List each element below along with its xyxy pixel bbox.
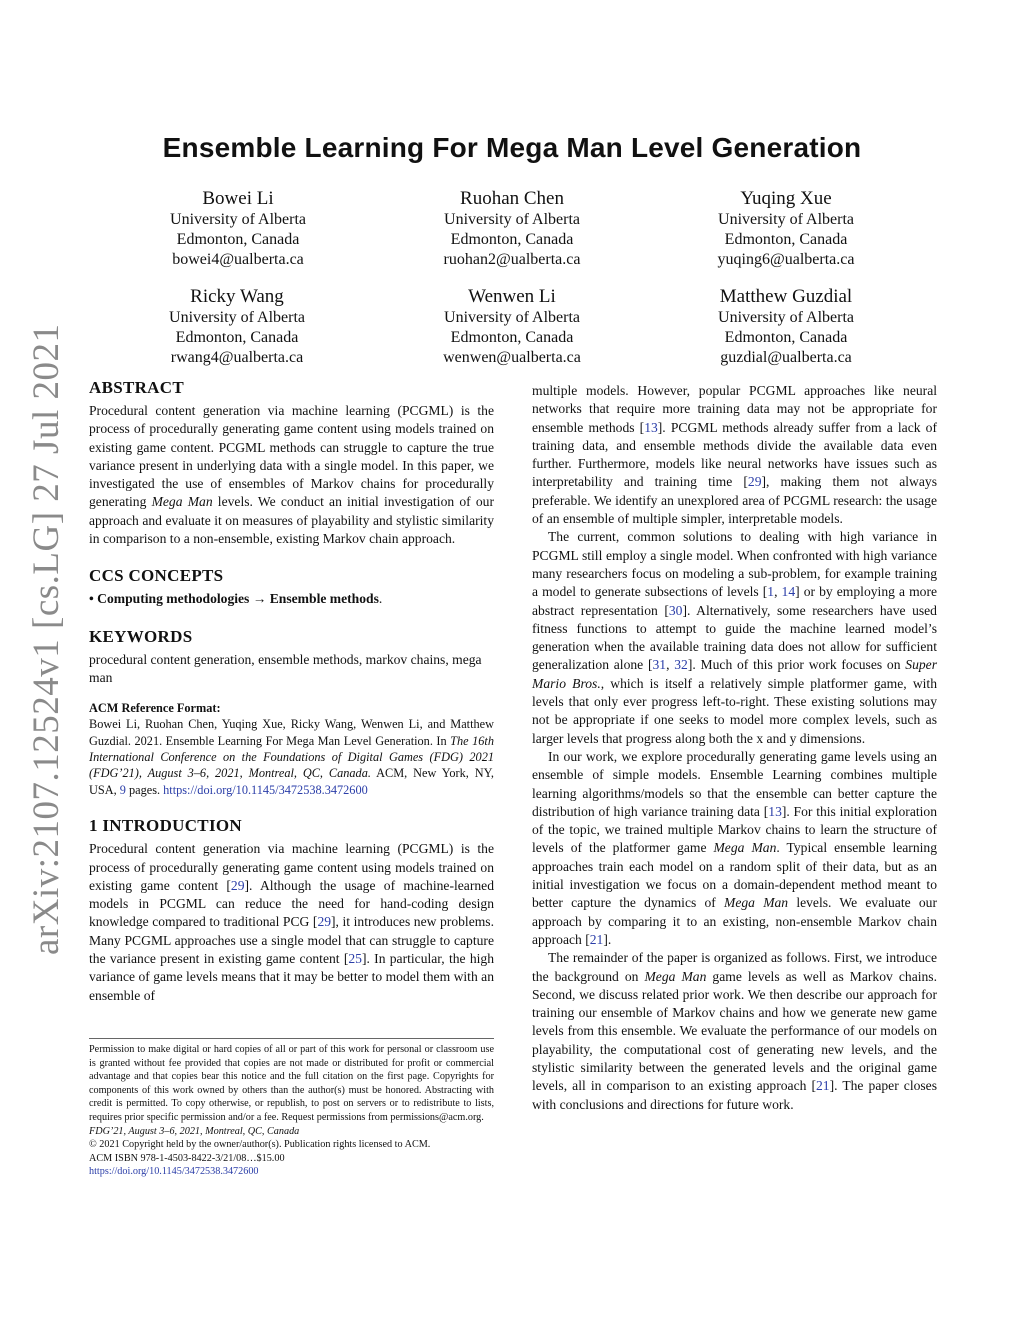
keywords-text: procedural content generation, ensemble methods, markov chains, mega man	[89, 651, 482, 685]
author-location: Edmonton, Canada	[724, 329, 848, 346]
author-location: Edmonton, Canada	[176, 231, 300, 248]
copyright-line: © 2021 Copyright held by the owner/author(s). Publication rights licensed to ACM.	[89, 1139, 431, 1151]
citation-link[interactable]: 13	[768, 803, 782, 819]
author-name: Yuqing Xue	[740, 188, 832, 209]
author-email[interactable]: ruohan2@ualberta.ca	[443, 251, 581, 268]
abstract-text: Procedural content generation via machine learning (PCGML) is the process of procedurally generating game content using models trained on existing game content. PCGML methods can struggle to capture the true variance present in underlying data with a single model. In this paper, we investigated the use of ensembles of Markov chains for procedurally generating Mega Man levels. We conduct an initial investigation of our approach and evaluate it on measures of playability and stylistic similarity in comparison to a non-ensemble, existing Markov chain approach.	[89, 403, 494, 547]
author-affiliation: University of Alberta	[169, 309, 305, 326]
keywords-heading: KEYWORDS	[89, 626, 193, 646]
author-email[interactable]: bowei4@ualberta.ca	[172, 251, 304, 268]
permission-text: Permission to make digital or hard copies of all or part of this work for personal or classroom use is granted without fee provided that copies are not made or distributed for profit or commercial advantage and that copies bear this notice and the full citation on the first page. Copyrights for components of this work owned by others than the author(s) must be honored. Abstracting with credit is permitted. To copy otherwise, or republish, to post on servers or to redistribute to lists, requires prior specific permission and/or a fee. Request permissions from permissions@acm.org.	[89, 1044, 494, 1123]
left-column	[89, 378, 494, 1005]
author-email[interactable]: yuqing6@ualberta.ca	[717, 251, 855, 268]
doi-link[interactable]: https://doi.org/10.1145/3472538.3472600	[163, 782, 368, 797]
pages-link[interactable]: 9	[119, 782, 126, 797]
author-name: Matthew Guzdial	[719, 286, 853, 307]
author-block	[382, 187, 642, 270]
ccs-heading: CCS CONCEPTS	[89, 566, 224, 586]
citation-link[interactable]: 29	[230, 877, 245, 893]
variance-paragraph: The current, common solutions to dealing with high variance in PCGML still employ a single model. When confronted with high variance many researchers focus on modeling a sub-problem, for example training a model to generate subsections of levels [1, 14] or by employing a more abstract representation [30]. Alternatively, some researchers have used fitness functions to attempt to guide the machine learned model’s generation when the available training data does not allow for sufficient generalization alone [31, 32]. Much of this prior work focuses on Super Mario Bros., which is itself a relatively simple platformer game, with levels that only ever progress left-to-right. These existing solutions may not be appropriate if one seeks to model more complex levels, such as larger levels that progress along both the x and y dimensions.	[532, 529, 937, 746]
citation-link[interactable]: 29	[747, 474, 762, 490]
author-affiliation: University of Alberta	[718, 211, 854, 228]
author-email[interactable]: wenwen@ualberta.ca	[443, 349, 581, 366]
author-block	[656, 187, 916, 270]
citation-link[interactable]: 29	[317, 914, 332, 930]
author-name: Ricky Wang	[190, 286, 284, 307]
citation-link[interactable]: 31	[652, 657, 667, 673]
author-name: Wenwen Li	[468, 286, 556, 307]
conference-line: FDG’21, August 3–6, 2021, Montreal, QC, Canada	[89, 1125, 300, 1137]
author-block	[108, 187, 368, 270]
author-location: Edmonton, Canada	[175, 329, 299, 346]
paper-title: Ensemble Learning For Mega Man Level Generation	[162, 132, 862, 163]
introduction-heading: 1 INTRODUCTION	[89, 816, 242, 836]
citation-link[interactable]: 32	[674, 657, 688, 673]
our-work-paragraph: In our work, we explore procedurally generating game levels using an ensemble of simple models. Ensemble Learning combines multiple learning algorithms/models so that the ensemble can better capture the distribution of high variance training data [13]. For this initial exploration of the topic, we trained multiple Markov chains to learn the structure of levels of the platformer game Mega Man. Typical ensemble learning approaches train each model on a random split of their data, but as an initial investigation we focus on a domain-dependent method meant to better capture the dynamics of Mega Man levels. We evaluate our approach by comparing it to an existing, non-ensemble Markov chain approach [21].	[532, 748, 937, 947]
author-location: Edmonton, Canada	[450, 231, 574, 248]
intro-continued-paragraph: multiple models. However, popular PCGML approaches like neural networks that require more training data may not be appropriate for ensemble methods [13]. PCGML methods already suffer from a lack of training data, and ensemble methods divide the available data even further. Furthermore, models like neural networks have issues such as interpretability and training time [29], making them not always preferable. We identify an unexplored area of PCGML research: the usage of an ensemble of multiple simpler, interpretable models.	[532, 383, 937, 527]
acm-reference-text: Bowei Li, Ruohan Chen, Yuqing Xue, Ricky Wang, Wenwen Li, and Matthew Guzdial. 2021. Ensemble Learning For Mega Man Level Generation. In The 16th International Conference on the Foundations of Digital Games (FDG) 2021 (FDG’21), August 3–6, 2021, Montreal, QC, Canada. ACM, New York, NY, USA, 9 pages. https://doi.org/10.1145/3472538.3472600	[89, 717, 494, 797]
acm-reference-heading: ACM Reference Format:	[89, 701, 221, 716]
citation-link[interactable]: 21	[816, 1078, 830, 1094]
ccs-text: • Computing methodologies → Ensemble methods.	[89, 591, 383, 607]
citation-link[interactable]: 30	[668, 602, 683, 618]
author-location: Edmonton, Canada	[450, 329, 574, 346]
author-affiliation: University of Alberta	[718, 309, 854, 326]
author-email[interactable]: rwang4@ualberta.ca	[170, 349, 304, 366]
author-location: Edmonton, Canada	[724, 231, 848, 248]
footnote-doi-link[interactable]: https://doi.org/10.1145/3472538.3472600	[89, 1166, 259, 1178]
organization-paragraph: The remainder of the paper is organized as follows. First, we introduce the background on Mega Man game levels as well as Markov chains. Second, we discuss related prior work. We then describe our approach for training our ensemble of Markov chains and how we generate new game levels from this ensemble. We evaluate the performance of our models on playability, the computational cost of generating new levels, and the stylistic similarity between the generated levels and the original game levels, all in comparison to an existing approach [21]. The paper closes with conclusions and directions for future work.	[532, 950, 938, 1112]
citation-link[interactable]: 1	[767, 584, 775, 600]
author-block	[382, 285, 642, 368]
citation-link[interactable]: 14	[781, 584, 796, 600]
permission-footnote	[89, 1038, 494, 1179]
author-block	[656, 285, 916, 368]
citation-link[interactable]: 13	[644, 419, 658, 435]
introduction-paragraph: Procedural content generation via machine learning (PCGML) is the process of procedurally generating game content using models trained on existing game content [29]. Although the usage of machine-learned models in PCGML can reduce the need for hand-coding design knowledge compared to traditional PCG [29], it introduces new problems. Many PCGML approaches use a single model that can struggle to capture the variance present in existing game content [25]. In particular, the high variance of game levels means that it may be better to model them with an ensemble of	[89, 841, 494, 1003]
author-email[interactable]: guzdial@ualberta.ca	[720, 349, 852, 366]
author-affiliation: University of Alberta	[444, 309, 580, 326]
abstract-heading: ABSTRACT	[89, 378, 184, 397]
arxiv-identifier: arXiv:2107.12524v1 [cs.LG] 27 Jul 2021	[26, 323, 67, 955]
isbn-line: ACM ISBN 978-1-4503-8422-3/21/08…$15.00	[89, 1152, 285, 1164]
citation-link[interactable]: 21	[589, 931, 604, 947]
author-affiliation: University of Alberta	[444, 211, 580, 228]
author-affiliation: University of Alberta	[170, 211, 306, 228]
author-block	[107, 285, 367, 368]
citation-link[interactable]: 25	[348, 951, 362, 967]
right-column	[532, 382, 937, 1114]
author-name: Bowei Li	[202, 188, 274, 209]
author-name: Ruohan Chen	[460, 188, 564, 209]
